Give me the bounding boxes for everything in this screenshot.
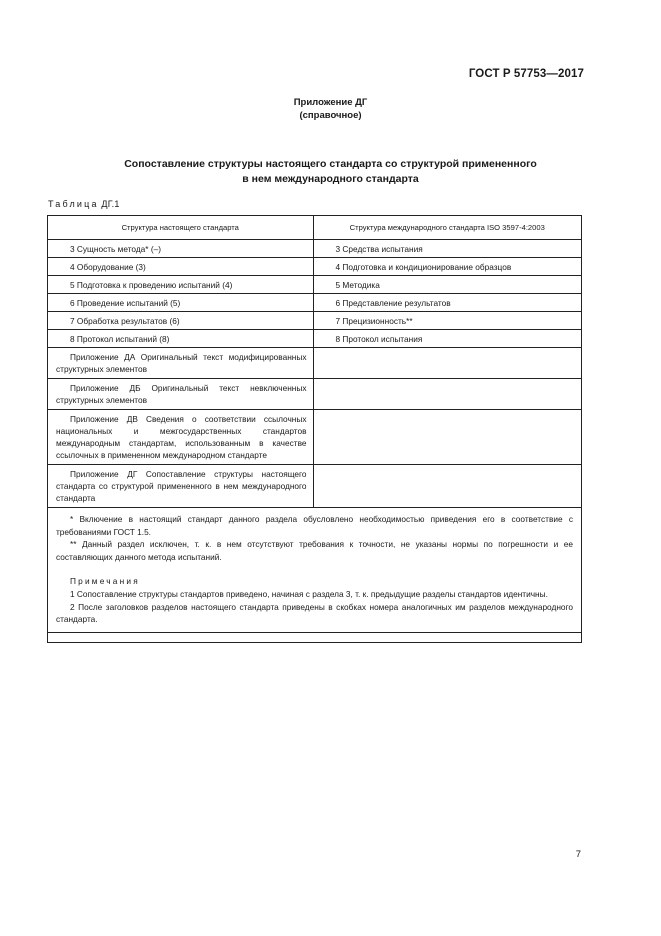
table-header-row: [48, 216, 581, 240]
empty-cell: [313, 465, 581, 508]
empty-cell: [313, 348, 581, 379]
table-row: [48, 312, 581, 330]
row-right: 7 Прецизионность**: [313, 312, 581, 330]
table-row-appendix: [48, 379, 581, 410]
row-right: 6 Представление результатов: [313, 294, 581, 312]
header-left: Структура настоящего стандарта: [48, 216, 313, 240]
row-right: 3 Средства испытания: [313, 240, 581, 258]
appendix-type: (справочное): [299, 110, 362, 121]
appendix-name: Приложение ДГ: [293, 97, 368, 108]
table-caption-word: Таблица: [48, 199, 99, 209]
table-row: [48, 258, 581, 276]
table-row: [48, 294, 581, 312]
notes-heading: Примечания: [70, 576, 140, 587]
table-row-appendix: [48, 410, 581, 465]
row-left: 8 Протокол испытаний (8): [48, 330, 313, 348]
row-left: 6 Проведение испытаний (5): [48, 294, 313, 312]
table-notes: [48, 508, 581, 633]
table-row: [48, 330, 581, 348]
table-row-appendix: [48, 348, 581, 379]
appendix-da-cell: Приложение ДА Оригинальный текст модифицированных структурных элементов: [48, 348, 313, 379]
note: 2 После заголовков разделов настоящего стандарта приведены в скобках номера аналогичных им разделов международного стандарта.: [56, 601, 573, 625]
empty-cell: [313, 379, 581, 410]
row-right: 4 Подготовка и кондиционирование образцов: [313, 258, 581, 276]
appendix-db-cell: Приложение ДБ Оригинальный текст невключенных структурных элементов: [48, 379, 313, 410]
page-title: [60, 157, 601, 187]
footnote: * Включение в настоящий стандарт данного раздела обусловлено необходимостью приведения его в соответствие с требованиями ГОСТ 1.5.: [56, 514, 573, 537]
row-right: 5 Методика: [313, 276, 581, 294]
row-left: 4 Оборудование (3): [48, 258, 313, 276]
document-code: ГОСТ Р 57753—2017: [468, 68, 584, 80]
appendix-heading: [0, 96, 661, 122]
note: 1 Сопоставление структуры стандартов приведено, начиная с раздела 3, т. к. предыдущие разделы стандартов идентичны.: [70, 588, 548, 599]
row-left: 5 Подготовка к проведению испытаний (4): [48, 276, 313, 294]
table-row: [48, 240, 581, 258]
comparison-table: [47, 215, 582, 643]
row-left: 3 Сущность метода* (–): [48, 240, 313, 258]
table-caption-number: ДГ.1: [101, 199, 120, 209]
empty-cell: [313, 410, 581, 465]
appendix-dv-cell: Приложение ДВ Сведения о соответствии ссылочных национальных и межгосударственных стандартов международным стандартам, использованным в качестве ссылочных в примененном международном стандарте: [48, 410, 313, 465]
title-line-1: Сопоставление структуры настоящего стандарта со структурой примененного: [124, 158, 537, 170]
page-number: 7: [575, 849, 581, 860]
title-line-2: в нем международного стандарта: [242, 173, 419, 185]
appendix-dg-cell: Приложение ДГ Сопоставление структуры настоящего стандарта со структурой примененного в нем международного стандарта: [48, 465, 313, 508]
header-right: Структура международного стандарта ISO 3597-4:2003: [313, 216, 581, 240]
table-caption: [48, 199, 120, 209]
row-left: 7 Обработка результатов (6): [48, 312, 313, 330]
table-row-appendix: [48, 465, 581, 508]
row-right: 8 Протокол испытания: [313, 330, 581, 348]
table-notes-row: [48, 508, 581, 633]
footnote: ** Данный раздел исключен, т. к. в нем отсутствуют требования к точности, не указаны нормы по погрешности и ее составляющих данного метода испытаний.: [56, 539, 573, 562]
table-row: [48, 276, 581, 294]
